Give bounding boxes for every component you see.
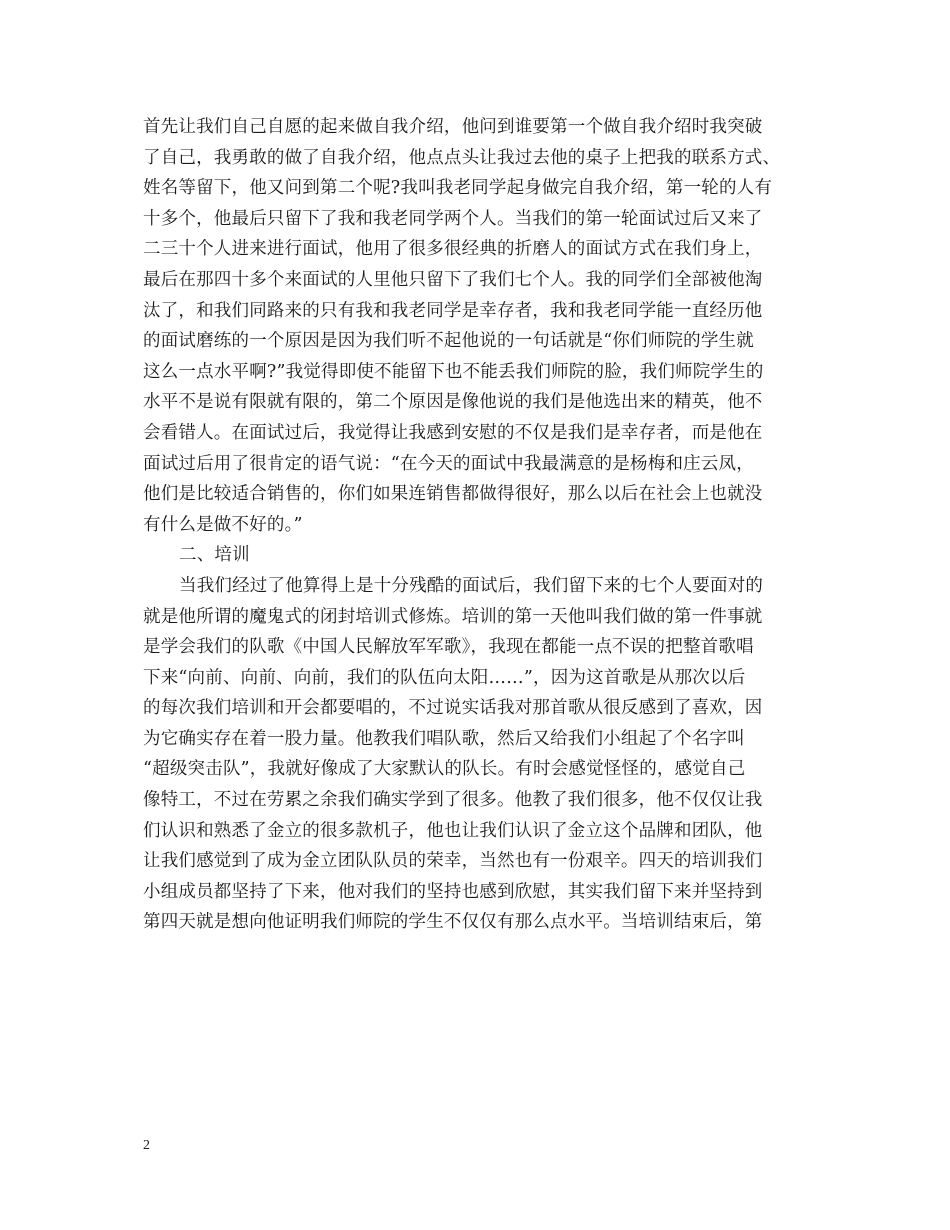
text-line: 小组成员都坚持了下来，他对我们的坚持也感到欣慰，其实我们留下来并坚持到: [143, 881, 763, 902]
text-line: 当我们经过了他算得上是十分残酷的面试后，我们留下来的七个人要面对的: [179, 575, 764, 596]
text-line: 们认识和熟悉了金立的很多款机子，他也让我们认识了金立这个品牌和团队，他: [143, 820, 763, 841]
text-line: 最后在那四十多个来面试的人里他只留下了我们七个人。我的同学们全部被他淘: [143, 269, 763, 290]
text-line: 像特工，不过在劳累之余我们确实学到了很多。他教了我们很多，他不仅仅让我: [143, 790, 763, 811]
text-line: 为它确实存在着一股力量。他教我们唱队歌，然后又给我们小组起了个名字叫: [143, 728, 745, 749]
text-line: 水平不是说有限就有限的，第二个原因是像他说的我们是他选出来的精英，他不: [143, 392, 763, 413]
text-line: 就是他所谓的魔鬼式的闭封培训式修炼。培训的第一天他叫我们做的第一件事就: [143, 606, 763, 627]
text-line: 十多个，他最后只留下了我和我老同学两个人。当我们的第一轮面试过后又来了: [143, 208, 763, 229]
text-line: 这么一点水平啊?”我觉得即使不能留下也不能丢我们师院的脸，我们师院学生的: [143, 361, 764, 382]
text-line: 首先让我们自己自愿的起来做自我介绍，他问到谁要第一个做自我介绍时我突破: [143, 117, 763, 137]
text-line: 是学会我们的队歌《中国人民解放军军歌》，我现在都能一点不误的把整首歌唱: [143, 637, 754, 658]
text-line: 他们是比较适合销售的，你们如果连销售都做得很好，那么以后在社会上也就没: [143, 484, 763, 505]
body-text: [143, 112, 813, 938]
text-line: 有什么是做不好的。”: [143, 514, 303, 535]
text-line: 二、培训: [179, 545, 250, 566]
text-line: 二三十个人进来进行面试，他用了很多很经典的折磨人的面试方式在我们身上，: [143, 239, 763, 260]
text-line: 的每次我们培训和开会都要唱的，不过说实话我对那首歌从很反感到了喜欢，因: [143, 698, 763, 719]
page-number: 2: [143, 1138, 150, 1153]
text-line: 会看错人。在面试过后，我觉得让我感到安慰的不仅是我们是幸存者，而是他在: [143, 422, 763, 443]
text-line: 的面试磨练的一个原因是因为我们听不起他说的一句话就是“你们师院的学生就: [143, 331, 754, 352]
text-line: 了自己，我勇敢的做了自我介绍，他点点头让我过去他的桌子上把我的联系方式、: [143, 147, 781, 168]
text-line: 汰了，和我们同路来的只有我和我老同学是幸存者，我和我老同学能一直经历他: [143, 300, 763, 321]
text-line: “超级突击队”，我就好像成了大家默认的队长。有时会感觉怪怪的，感觉自己: [143, 759, 746, 780]
text-line: 下来“向前、向前、向前，我们的队伍向太阳……”，因为这首歌是从那次以后: [143, 667, 746, 688]
text-line: 姓名等留下，他又问到第二个呢?我叫我老同学起身做完自我介绍，第一轮的人有: [143, 178, 773, 199]
text-line: 第四天就是想向他证明我们师院的学生不仅仅有那么点水平。当培训结束后，第: [143, 912, 763, 933]
text-line: 面试过后用了很肯定的语气说：“在今天的面试中我最满意的是杨梅和庄云凤，: [143, 453, 754, 474]
text-line: 让我们感觉到了成为金立团队队员的荣幸，当然也有一份艰辛。四天的培训我们: [143, 851, 763, 872]
